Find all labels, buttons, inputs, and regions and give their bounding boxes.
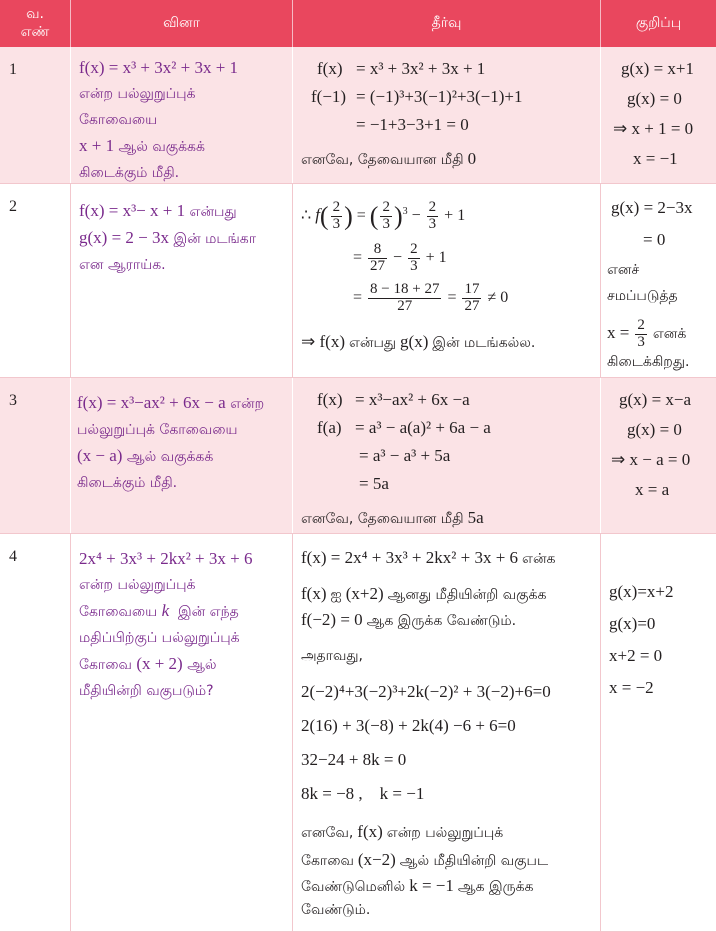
question-text: ஆல் வகுக்கக் — [118, 139, 205, 155]
note-line: ⇒ x + 1 = 0 — [613, 119, 694, 138]
row-notes — [600, 378, 716, 533]
note-line: g(x) = 0 — [627, 420, 682, 439]
solution-step: எனவே, f(x) என்ற பல்லுறுப்புக் — [301, 822, 504, 841]
row-notes — [600, 534, 716, 931]
note-line: g(x)=0 — [609, 614, 656, 633]
solution-step: ∴ f( $\frac{2}{3}$ ) = ( $\frac{2}{3}$ )$^3$ − $\frac{2}{3}$ + 1 — [301, 199, 466, 232]
solution-rhs: = −1+3−3+1 = 0 — [356, 115, 469, 134]
solution-step: அதாவது, — [301, 648, 363, 664]
note-line: x+2 = 0 — [609, 646, 663, 665]
solution-rhs: = (−1)³+3(−1)²+3(−1)+1 — [356, 87, 523, 106]
note-line: g(x) = x+1 — [621, 59, 694, 78]
question-expression: f(x) = x³−ax² + 6x − a — [77, 393, 226, 412]
question-text: ஆல் — [187, 657, 217, 673]
question-text: என்ற பல்லுறுப்புக் — [79, 86, 196, 102]
row-question — [70, 534, 292, 931]
question-text: இன் எந்த — [178, 604, 239, 620]
question-text: கோவையை — [79, 112, 158, 128]
row-solution — [292, 534, 600, 931]
note-line: x = a — [635, 480, 670, 499]
solution-step: = $\frac{8}{27}$ − $\frac{2}{3}$ + 1 — [353, 241, 447, 274]
note-line: கிடைக்கிறது. — [607, 354, 690, 370]
question-text: மதிப்பிற்குப் பல்லுறுப்புக் — [79, 630, 240, 646]
note-line: x = $\frac{2}{3}$ எனக் — [607, 317, 687, 350]
row-serial: 4 — [9, 548, 17, 565]
row-solution — [292, 378, 600, 533]
header-question: வினா — [70, 0, 292, 47]
question-text: கோவை — [79, 657, 132, 673]
question-text: என ஆராய்க. — [79, 257, 166, 273]
solution-step: f(x) = 2x⁴ + 3x³ + 2kx² + 3x + 6 என்க — [301, 548, 556, 567]
solution-rhs: = a³ − a(a)² + 6a − a — [355, 418, 491, 437]
row-question — [70, 184, 292, 377]
solution-rhs: = x³ + 3x² + 3x + 1 — [356, 59, 486, 78]
header-serial-number: வ. எண் — [20, 6, 50, 40]
row-serial: 1 — [9, 61, 17, 78]
row-notes — [600, 184, 716, 377]
solution-lhs: f(a) — [317, 418, 342, 437]
solution-result: 5a — [467, 508, 484, 527]
table-row — [0, 378, 716, 533]
question-text: என்ற பல்லுறுப்புக் — [79, 577, 196, 593]
row-question — [70, 378, 292, 533]
question-text: பல்லுறுப்புக் கோவையை — [77, 422, 238, 438]
question-text: ஆல் வகுக்கக் — [126, 449, 214, 465]
question-expression: f(x) = x³− x + 1 — [79, 201, 186, 220]
note-line: ⇒ x − a = 0 — [611, 450, 691, 469]
question-text: மீதியின்றி வகுபடும்? — [79, 683, 214, 699]
question-divisor: x + 1 — [79, 136, 115, 155]
solution-step: 2(16) + 3(−8) + 2k(4) −6 + 6=0 — [301, 716, 516, 735]
note-line: x = −2 — [609, 678, 654, 697]
solution-conclusion: எனவே, தேவையான மீதி — [301, 152, 464, 168]
question-text: கோவையை — [79, 604, 158, 620]
question-text: இன் மடங்கா — [173, 231, 257, 247]
solution-step: f(−2) = 0 ஆக இருக்க வேண்டும். — [301, 610, 517, 629]
note-line: சமப்படுத்த — [607, 288, 678, 304]
note-line: x = −1 — [633, 149, 678, 168]
row-solution — [292, 47, 600, 183]
question-divisor: (x + 2) — [136, 654, 183, 673]
row-serial: 3 — [9, 392, 17, 409]
question-text: கிடைக்கும் மீதி. — [79, 165, 180, 181]
question-expression: 2x⁴ + 3x³ + 2kx² + 3x + 6 — [79, 549, 253, 568]
row-serial: 2 — [9, 198, 17, 215]
question-expression: g(x) = 2 − 3x — [79, 228, 169, 247]
solution-step: வேண்டுமெனில் k = −1 ஆக இருக்க — [301, 876, 534, 895]
question-text: என்பது — [189, 204, 237, 220]
question-divisor: (x − a) — [77, 446, 123, 465]
solution-step: 32−24 + 8k = 0 — [301, 750, 407, 769]
solution-step: 8k = −8 , k = −1 — [301, 784, 425, 803]
solution-step: வேண்டும். — [301, 902, 371, 918]
solution-lhs: f(−1) — [311, 87, 347, 106]
row-notes — [600, 47, 716, 183]
header-notes: குறிப்பு — [600, 0, 716, 47]
note-line: = 0 — [643, 230, 666, 249]
row-question — [70, 47, 292, 183]
table-row — [0, 47, 716, 183]
solution-result: 0 — [467, 149, 477, 168]
solution-step: 2(−2)⁴+3(−2)³+2k(−2)² + 3(−2)+6=0 — [301, 682, 551, 701]
solution-step: = $\frac{8 - 18 + 27}{27}$ = $\frac{17}{27}$ ≠ 0 — [353, 281, 509, 314]
row-solution — [292, 184, 600, 377]
solution-rhs: = a³ − a³ + 5a — [359, 446, 451, 465]
table-row — [0, 183, 716, 378]
solution-rhs: = x³−ax² + 6x −a — [355, 390, 470, 409]
note-line: g(x) = x−a — [619, 390, 692, 409]
solution-conclusion: எனவே, தேவையான மீதி — [301, 511, 464, 527]
question-variable: k — [161, 601, 170, 620]
solution-lhs: f(x) — [317, 59, 343, 78]
solution-step: f(x) ஐ (x+2) ஆனது மீதியின்றி வகுக்க — [301, 584, 547, 603]
table-header — [0, 0, 716, 47]
question-expression: f(x) = x³ + 3x² + 3x + 1 — [79, 58, 239, 77]
question-text: கிடைக்கும் மீதி. — [77, 475, 178, 491]
note-line: g(x) = 2−3x — [611, 198, 693, 217]
solution-rhs: = 5a — [359, 474, 389, 493]
solution-lhs: f(x) — [317, 390, 343, 409]
header-solution: தீர்வு — [292, 0, 600, 47]
solution-step: கோவை (x−2) ஆல் மீதியின்றி வகுபட — [301, 850, 549, 869]
note-line: g(x)=x+2 — [609, 582, 674, 601]
table-row — [0, 533, 716, 932]
note-line: எனச் — [607, 262, 640, 278]
question-text: என்ற — [230, 396, 265, 412]
solution-conclusion: ⇒ f(x) என்பது g(x) இன் மடங்கல்ல. — [301, 332, 536, 351]
note-line: g(x) = 0 — [627, 89, 682, 108]
